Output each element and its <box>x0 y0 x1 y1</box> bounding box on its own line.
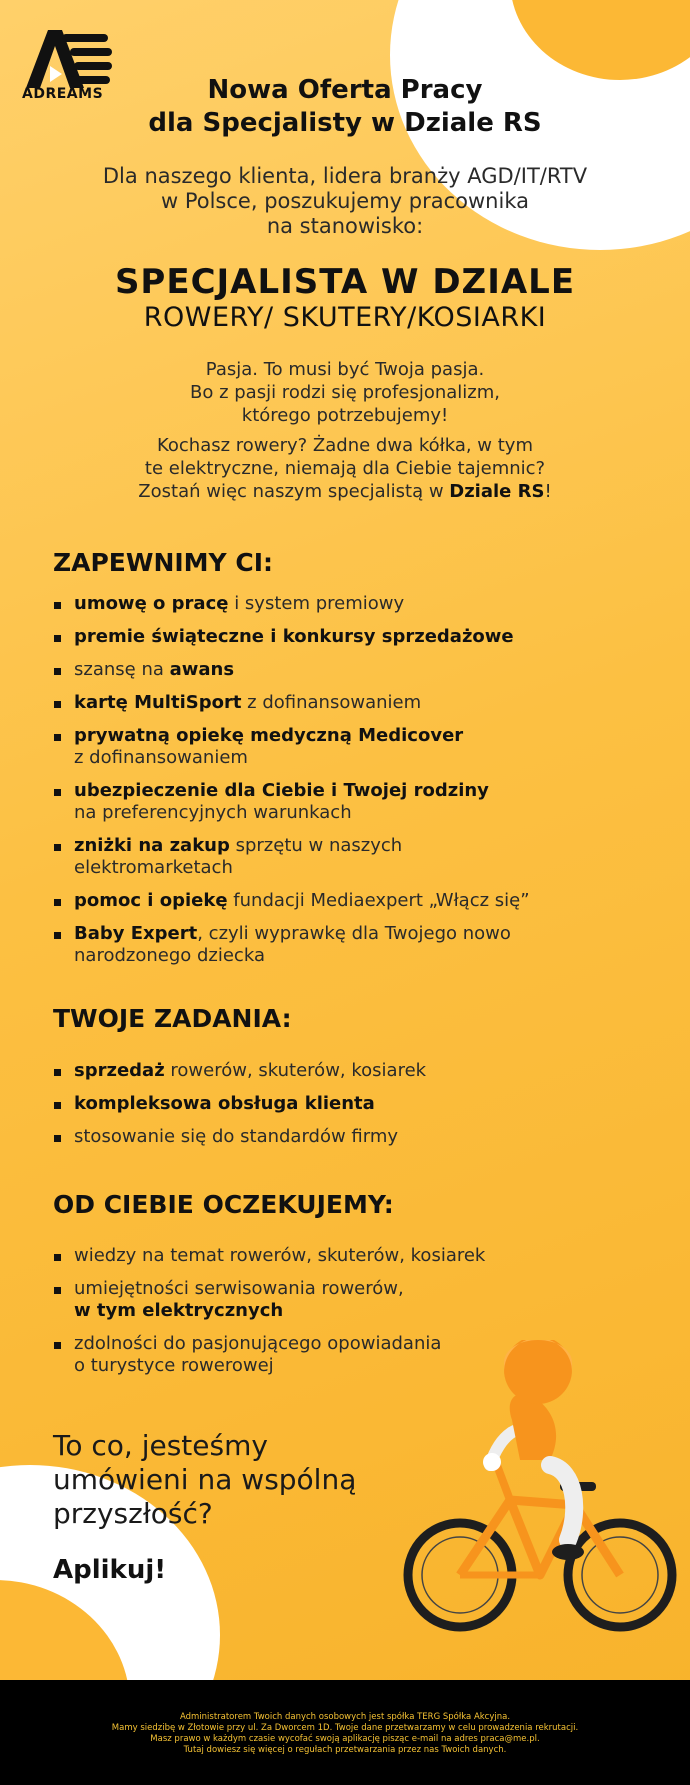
list-item: prywatną opiekę medyczną Medicover z dofinansowaniem <box>54 725 654 769</box>
cyclist-illustration-icon <box>400 1340 690 1640</box>
list-item: Baby Expert, czyli wyprawkę dla Twojego nowo narodzonego dziecka <box>54 923 654 967</box>
passion-text: Pasja. To musi być Twoja pasja. Bo z pasji rodzi się profesjonalizm, którego potrzebujemy! <box>190 359 500 426</box>
list-item: stosowanie się do standardów firmy <box>54 1126 654 1148</box>
list-item: sprzedaż rowerów, skuterów, kosiarek <box>54 1060 654 1082</box>
tasks-list <box>54 1060 654 1159</box>
benefits-heading: ZAPEWNIMY CI: <box>53 548 274 577</box>
list-item: szansę na awans <box>54 659 654 681</box>
intro-text: Dla naszego klienta, lidera branży AGD/IT/RTV w Polsce, poszukujemy pracownika na stanowisko: <box>102 164 588 238</box>
list-item: zniżki na zakup sprzętu w naszych elektromarketach <box>54 835 654 879</box>
position-subtitle: ROWERY/ SKUTERY/KOSIARKI <box>143 302 547 333</box>
closing-question: To co, jesteśmy umówieni na wspólną przyszłość? <box>53 1429 357 1530</box>
list-item: kartę MultiSport z dofinansowaniem <box>54 692 654 714</box>
list-item: premie świąteczne i konkursy sprzedażowe <box>54 626 654 648</box>
list-item: kompleksowa obsługa klienta <box>54 1093 654 1115</box>
page-title: Nowa Oferta Pracy dla Specjalisty w Dziale RS <box>148 75 542 138</box>
expectations-heading: OD CIEBIE OCZEKUJEMY: <box>53 1190 394 1219</box>
tasks-heading: TWOJE ZADANIA: <box>53 1004 292 1033</box>
list-item: pomoc i opiekę fundacji Mediaexpert „Włącz się” <box>54 890 654 912</box>
brand-name: ADREAMS <box>22 86 104 102</box>
list-item: umowę o pracę i system premiowy <box>54 593 654 615</box>
footer <box>0 1680 690 1785</box>
list-item: zdolności do pasjonującego opowiadania o turystyce rowerowej <box>54 1333 654 1377</box>
list-item: umiejętności serwisowania rowerów, w tym elektrycznych <box>54 1278 654 1322</box>
question-text: Kochasz rowery? Żadne dwa kółka, w tym te elektryczne, niemają dla Ciebie tajemnic? Zostań więc naszym specjalistą w Dziale RS! <box>138 435 552 502</box>
benefits-list <box>54 593 654 978</box>
apply-cta[interactable]: Aplikuj! <box>53 1555 167 1585</box>
position-title: SPECJALISTA W DZIALE <box>114 262 576 302</box>
list-item: ubezpieczenie dla Ciebie i Twojej rodziny na preferencyjnych warunkach <box>54 780 654 824</box>
list-item: wiedzy na temat rowerów, skuterów, kosiarek <box>54 1245 654 1267</box>
privacy-notice: Administratorem Twoich danych osobowych jest spółka TERG Spółka Akcyjna. Mamy siedzibę w Złotowie przy ul. Za Dworcem 1D. Twoje dane przetwarzamy w celu prowadzenia rekrutacji. Masz prawo w każdym czasie wycofać swoją aplikację pisząc e-mail na adres praca@me.pl. Tutaj dowiesz się więcej o regułach przetwarzania przez nas Twoich danych. <box>111 1712 579 1755</box>
